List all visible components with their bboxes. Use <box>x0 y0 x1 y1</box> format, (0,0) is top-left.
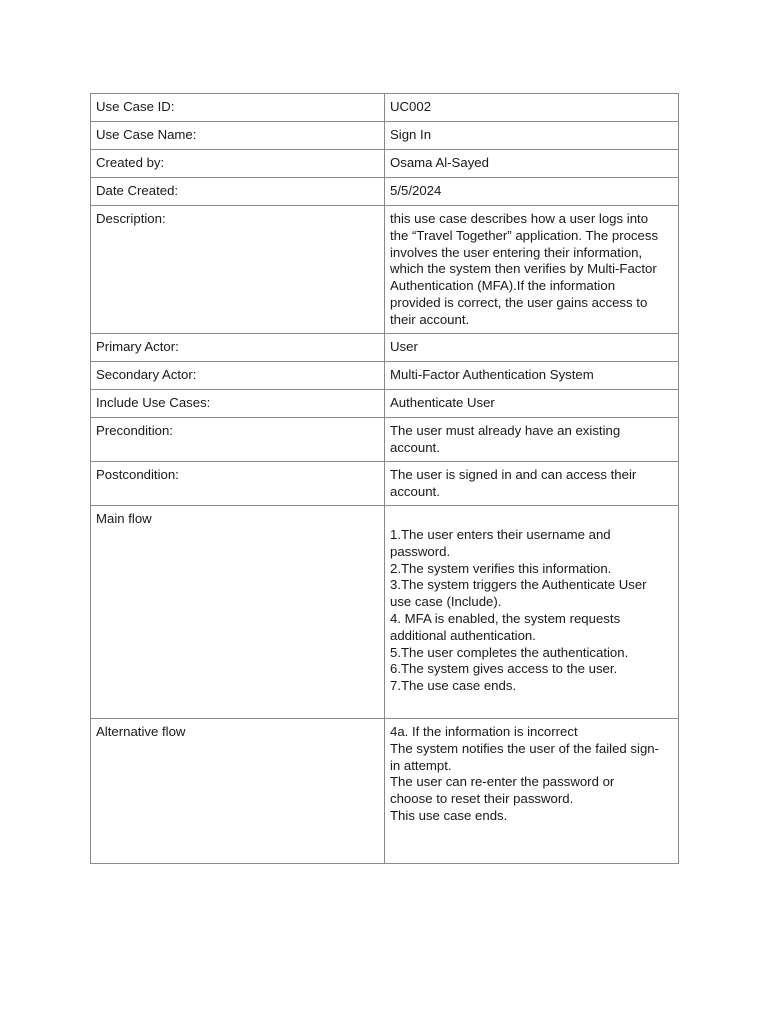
main-flow-steps <box>390 511 674 695</box>
primary-actor-value: User <box>385 334 679 362</box>
use-case-id-label: Use Case ID: <box>91 94 385 122</box>
description-line: the “Travel Together” application. The process <box>390 227 659 243</box>
primary-actor-label: Primary Actor: <box>91 334 385 362</box>
precondition-line: account. <box>390 439 440 455</box>
main-flow-line: 6.The system gives access to the user. <box>390 661 618 677</box>
postcondition-label: Postcondition: <box>91 462 385 506</box>
table-row-include-use-cases <box>91 390 679 418</box>
table-row-use-case-id <box>91 94 679 122</box>
postcondition-value <box>385 462 679 506</box>
main-flow-line: 5.The user completes the authentication. <box>390 644 629 660</box>
main-flow-line: 1.The user enters their username and <box>390 527 611 542</box>
main-flow-line: 4. MFA is enabled, the system requests <box>390 610 621 626</box>
use-case-name-value: Sign In <box>385 122 679 150</box>
date-created-label: Date Created: <box>91 178 385 206</box>
main-flow-line: 7.The use case ends. <box>390 678 517 694</box>
main-flow-line: use case (Include). <box>390 594 502 610</box>
alternative-flow-line: choose to reset their password. <box>390 791 574 807</box>
table-row-use-case-name <box>91 122 679 150</box>
precondition-value <box>385 418 679 462</box>
table-row-primary-actor <box>91 334 679 362</box>
table-row-secondary-actor <box>91 362 679 390</box>
precondition-line: The user must already have an existing <box>390 423 621 438</box>
description-value <box>385 206 679 334</box>
description-line: involves the user entering their information, <box>390 244 643 260</box>
alternative-flow-line: The system notifies the user of the failed sign- <box>390 740 660 756</box>
table-row-created-by <box>91 150 679 178</box>
alternative-flow-line: This use case ends. <box>390 807 508 823</box>
secondary-actor-value: Multi-Factor Authentication System <box>385 362 679 390</box>
include-use-cases-value: Authenticate User <box>385 390 679 418</box>
created-by-label: Created by: <box>91 150 385 178</box>
postcondition-line: The user is signed in and can access their <box>390 467 637 482</box>
table-row-description <box>91 206 679 334</box>
alternative-flow-line: The user can re-enter the password or <box>390 774 615 790</box>
description-label: Description: <box>91 206 385 334</box>
main-flow-line: 2.The system verifies this information. <box>390 560 612 576</box>
table-row-precondition <box>91 418 679 462</box>
postcondition-line: account. <box>390 483 440 499</box>
use-case-table <box>90 93 679 864</box>
alternative-flow-line: 4a. If the information is incorrect <box>390 724 578 739</box>
use-case-name-label: Use Case Name: <box>91 122 385 150</box>
description-line: which the system then verifies by Multi-Factor <box>390 261 657 277</box>
table-row-postcondition <box>91 462 679 506</box>
precondition-label: Precondition: <box>91 418 385 462</box>
description-line: Authentication (MFA).If the information <box>390 278 616 294</box>
table-row-main-flow <box>91 506 679 719</box>
date-created-value: 5/5/2024 <box>385 178 679 206</box>
description-line: their account. <box>390 311 470 327</box>
main-flow-label: Main flow <box>91 506 385 719</box>
secondary-actor-label: Secondary Actor: <box>91 362 385 390</box>
main-flow-value <box>385 506 679 719</box>
description-line: this use case describes how a user logs into <box>390 211 649 226</box>
description-line: provided is correct, the user gains access to <box>390 294 648 310</box>
alternative-flow-line: in attempt. <box>390 757 452 773</box>
table-row-date-created <box>91 178 679 206</box>
table-row-alternative-flow <box>91 719 679 864</box>
main-flow-line: 3.The system triggers the Authenticate User <box>390 577 647 593</box>
main-flow-line: password. <box>390 543 451 559</box>
alternative-flow-label: Alternative flow <box>91 719 385 864</box>
use-case-id-value: UC002 <box>385 94 679 122</box>
main-flow-line: additional authentication. <box>390 627 536 643</box>
alternative-flow-value <box>385 719 679 864</box>
include-use-cases-label: Include Use Cases: <box>91 390 385 418</box>
created-by-value: Osama Al-Sayed <box>385 150 679 178</box>
